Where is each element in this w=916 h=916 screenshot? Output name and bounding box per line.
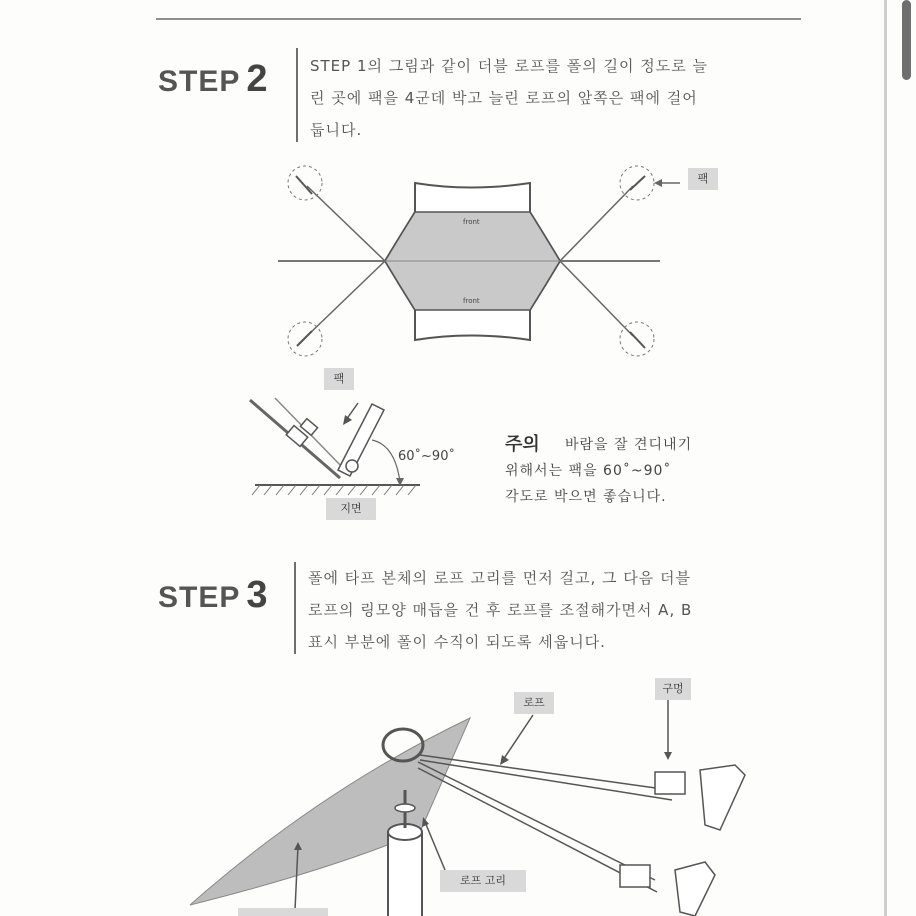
note-title: 주의: [505, 434, 540, 455]
note-line-1: 바람을 잘 견디내기: [565, 437, 693, 453]
step3-line-1: 폴에 타프 본체의 로프 고리를 먼저 걸고, 그 다음 더블: [308, 569, 691, 587]
rope-loop-label: 로프 고리: [440, 870, 526, 892]
step2-line-3: 둡니다.: [310, 121, 363, 139]
hole-label: 구멍: [655, 678, 691, 700]
step3-line-3: 표시 부분에 폴이 수직이 되도록 세웁니다.: [308, 633, 606, 651]
svg-text:front: front: [463, 218, 480, 226]
peg-label: 팩: [688, 168, 718, 190]
step2-number: 2: [246, 58, 269, 100]
step2-line-1: STEP 1의 그림과 같이 더블 로프를 폴의 길이 정도로 늘: [310, 57, 708, 75]
step3-line-2: 로프의 링모양 매듭을 건 후 로프를 조절해가면서 A, B: [308, 601, 693, 619]
rope-label: 로프: [514, 692, 554, 714]
note-line-2: 위해서는 팩을 60˚~90˚: [505, 463, 672, 479]
ground-label: 지면: [326, 498, 376, 520]
angle-label: 60˚~90˚: [398, 449, 455, 464]
step2-line-2: 린 곳에 팩을 4군데 박고 늘린 로프의 앞쪽은 팩에 걸어: [310, 89, 698, 107]
step2-word: STEP: [158, 65, 241, 98]
step3-word: STEP: [158, 581, 241, 614]
note-line-3: 각도로 박으면 좋습니다.: [505, 489, 667, 505]
step3-number: 3: [246, 574, 269, 616]
tarp-label-box: [238, 908, 328, 916]
svg-text:front: front: [463, 297, 480, 305]
detail-peg-label: 팩: [324, 368, 354, 390]
